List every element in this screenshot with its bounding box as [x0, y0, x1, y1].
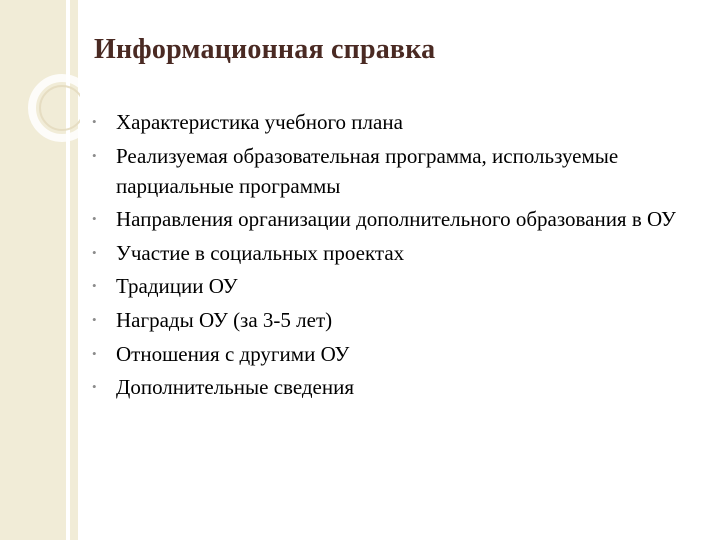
list-item	[92, 204, 692, 234]
list-item-text: Участие в социальных проектах	[116, 240, 405, 265]
bullet-icon: •	[92, 311, 97, 327]
list-item-text: Направления организации дополнительного образования в ОУ	[116, 207, 676, 232]
bullet-icon: •	[92, 278, 97, 294]
bullet-icon: •	[92, 379, 97, 395]
bullet-list	[92, 107, 692, 406]
bullet-icon: •	[92, 244, 97, 260]
list-item	[92, 107, 692, 137]
list-item-text: Характеристика учебного плана	[116, 110, 403, 134]
list-item	[92, 238, 692, 268]
list-item-text: Традиции ОУ	[116, 274, 238, 299]
bullet-icon: •	[92, 147, 97, 163]
list-item	[92, 305, 692, 335]
list-item	[92, 271, 692, 301]
list-item-text: Награды ОУ (за 3-5 лет)	[116, 307, 333, 332]
bullet-icon: •	[92, 211, 97, 227]
bullet-icon: •	[92, 345, 97, 361]
list-item-text: Дополнительные сведения	[116, 375, 355, 400]
list-item	[92, 372, 692, 402]
slide-title: Информационная справка	[94, 34, 436, 65]
list-item-text: Отношения с другими ОУ	[116, 341, 350, 366]
bullet-icon: •	[92, 114, 97, 129]
ring-decoration-icon	[0, 0, 80, 540]
list-item	[92, 141, 692, 201]
list-item-text: Реализуемая образовательная программа, используемые парциальные программы	[116, 143, 619, 198]
list-item	[92, 339, 692, 369]
